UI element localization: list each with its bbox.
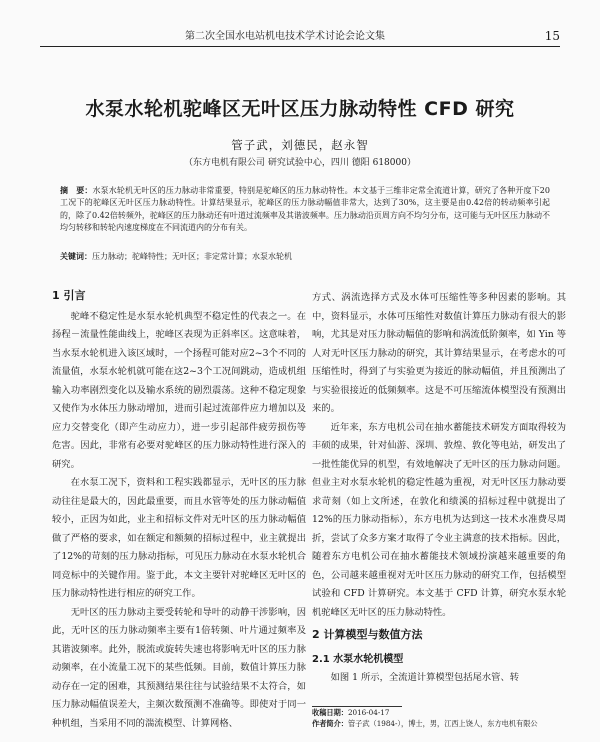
section-heading-2: 2 计算模型与数值方法 (312, 628, 423, 641)
intro-paragraph: 驼峰不稳定性是水泵水轮机典型不稳定性的代表之一。在扬程－流量性能曲线上，驼峰区表现为正斜率区。这意味着，当水泵水轮机进入该区域时，一个扬程可能对应2~3个不同的流量值，水泵水轮机就可能在这2~3个工况间跳动，造成机组输入功率剧烈变化以及输水系统的剧烈震荡。这种不稳定现象又使作为水体压力脉动增加，进而引起过流部件应力增加以及应力交替变化（即产生动应力），进一步引起部件疲劳损伤等危害。因此，非常有必要对驼峰区的压力脉动特性进行深入的研究。 (52, 310, 306, 470)
received-label: 收稿日期： (312, 708, 348, 717)
keywords-text: 压力脉动；驼峰特性；无叶区；非定常计算；水泵水轮机 (92, 252, 292, 261)
paper-title: 水泵水轮机驼峰区无叶区压力脉动特性 CFD 研究 (85, 98, 515, 120)
intro-paragraph: 无叶区的压力脉动主要受转轮和导叶的动静干涉影响，因此，无叶区的压力脉动频率主要有1倍转频、叶片通过频率及其谐波频率。此外，脱流或旋转失速也将影响无叶区的压力脉动频率，在小流量工况下的某些低频。目前，数值计算压力脉动存在一定的困难，其预测结果往往与试验结果不太符合，如压力脉动幅值误差大，主频次数预测不准确等。即使对于同一种机组，当采用不同的湍流模型、计算网格、 (52, 606, 306, 729)
authors: 管子武，刘德民，赵永智 (231, 138, 369, 152)
running-header (40, 30, 560, 47)
abstract-text: 水泵水轮机无叶区的压力脉动非常重要，特别是驼峰区的压力脉动特性。本文基于三维非定常全流道计算，研究了各种开度下20工况下的驼峰区无叶区压力脉动特性。计算结果显示，驼峰区的压力脉动幅值非常大，达到了30%，这主要是由0.42倍的转动频率引起的，除了0.42倍转频外，驼峰区的压力脉动还有叶道过流频率及其谐波频率。压力脉动沿页周方向不均匀分布，这可能与无叶区压力脉动不均匀转移和转轮内速度梯度在不同流道内的分布有关。 (60, 186, 550, 232)
keywords-label: 关键词： (60, 252, 92, 261)
keywords (60, 251, 550, 263)
footnote-author (312, 719, 562, 729)
footnote-rule (312, 706, 402, 707)
body-paragraph: 近年来，东方电机公司在抽水蓄能技术研发方面取得较为丰硕的成果，针对仙游、深圳、敦煌、敦化等电站，研发出了一批性能优异的机型，有效地解决了无叶区的压力脉动问题。但业主对水泵水轮机的稳定性越为重视，对无叶区压力脉动要求苛刻（如上文所述，在敦化和绩溪的招标过程中就提出了12%的压力脉动指标），东方电机为达到这一技术水准费尽周折，尝试了众多方案才取得了令业主满意的技术指标。因此，随着东方电机公司在抽水蓄能技术领域扮演越来越重要的角色，公司越来越重视对无叶区压力脉动的研究工作，包括模型试验和 CFD 计算研究。本文基于 CFD 计算，研究水泵水轮机驼峰区无叶区的压力脉动特性。 (312, 421, 566, 618)
abstract-label: 摘 要： (60, 186, 93, 195)
body-paragraph: 如图 1 所示，全流道计算模型包括尾水管、转 (330, 672, 520, 683)
abstract (60, 185, 550, 234)
right-column (312, 289, 566, 688)
body-paragraph: 方式、涡流选择方式及水体可压缩性等多种因素的影响。其中，资料显示，水体可压缩性对数值计算压力脉动有很大的影响，尤其是对压力脉动幅值的影响和涡流低阶频率，如 Yin 等人对无叶区压力脉动的研究，其计算结果显示，在考虑水的可压缩性时，得到了与实验更为接近的脉动幅值，并且预测出了与实验很接近的低频频率。这是不可压缩流体模型没有预测出来的。 (312, 292, 566, 414)
affiliation: （东方电机有限公司 研究试验中心，四川 德阳 618000） (184, 158, 416, 168)
intro-paragraph: 在水泵工况下，资料和工程实践都显示，无叶区的压力脉动往往是最大的，因此最重要，而且水管等处的压力脉动幅值较小，正因为如此，业主和招标文件对无叶区的压力脉动幅值做了严格的要求，如在额定和额频的招标过程中，业主就提出了12%的苛刻的压力脉动指标，可见压力脉动在水泵水轮机合同竞标中的关键作用。鉴于此，本文主要针对驼峰区无叶区的压力脉动特性进行相应的研究工作。 (52, 477, 306, 599)
footnote-received (312, 708, 562, 718)
author-bio: 管子武（1984-），博士，男，江西上饶人，东方电机有限公 (347, 719, 538, 728)
left-column (52, 289, 306, 733)
page-number: 15 (544, 29, 560, 43)
conference-name: 第二次全国水电站机电技术学术讨论会论文集 (185, 31, 385, 42)
section-heading-intro: 1 引言 (52, 289, 86, 302)
author-bio-label: 作者简介： (312, 719, 348, 728)
subsection-heading-2-1: 2.1 水泵水轮机模型 (312, 653, 404, 665)
received-date: 2016-04-17 (347, 708, 390, 717)
